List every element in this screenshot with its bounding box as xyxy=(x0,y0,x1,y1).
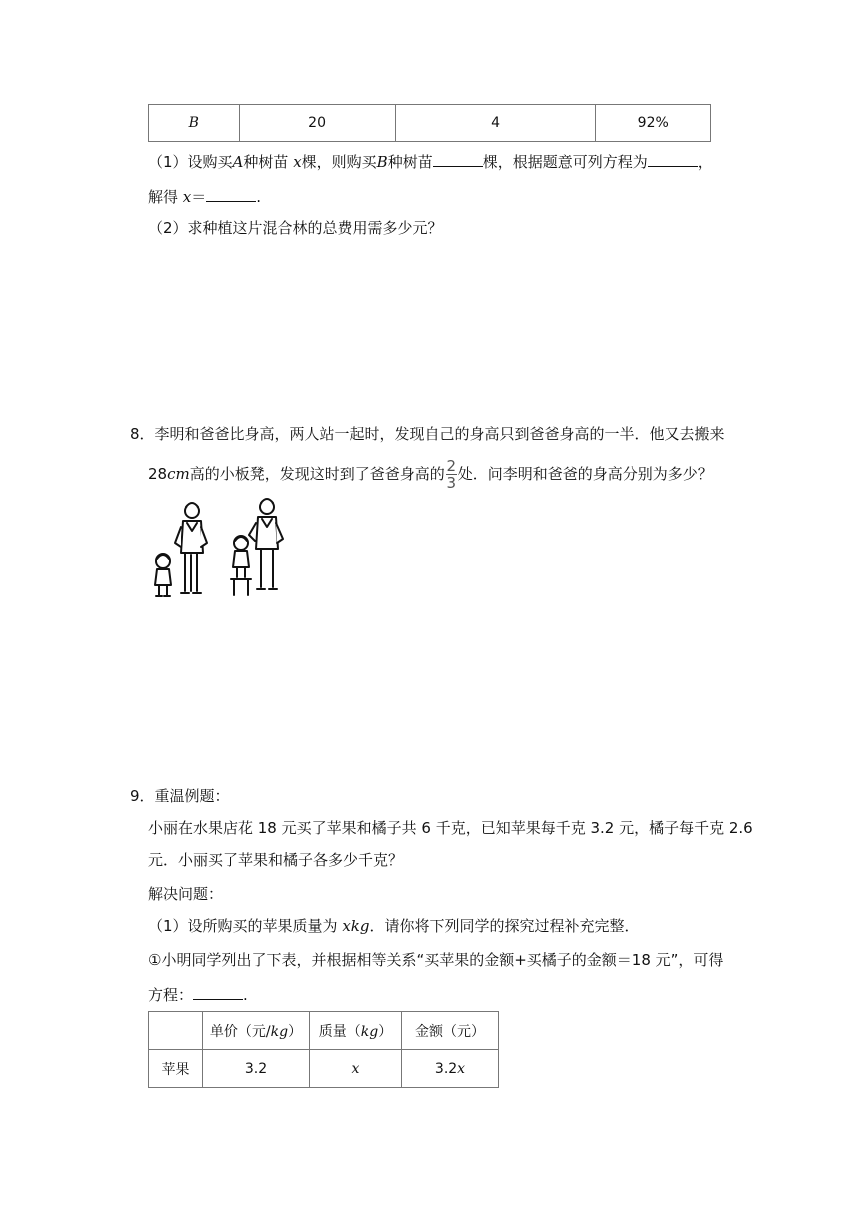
apple-table xyxy=(148,1011,499,1088)
table-cell: 92% xyxy=(596,105,711,142)
q9-problem-line2: 元．小丽买了苹果和橘子各多少千克？ xyxy=(148,851,404,869)
table-row xyxy=(149,1050,499,1088)
table-row xyxy=(149,105,711,142)
table-header-mass: 质量（kg） xyxy=(310,1012,402,1050)
tree-table xyxy=(148,104,711,142)
son-figure-left xyxy=(155,554,171,596)
q8-line2: 28cm高的小板凳，发现这时到了爸爸身高的 $\frac{2}{3}$ 处．问李明和爸爸的身高分别为多少？ xyxy=(148,457,713,492)
q8-line1: 8．李明和爸爸比身高，两人站一起时，发现自己的身高只到爸爸身高的一半．他又去搬来 xyxy=(130,425,725,443)
table-cell: 3.2x xyxy=(402,1050,499,1088)
table-cell: B xyxy=(149,105,240,142)
answer-blank[interactable] xyxy=(433,151,483,167)
table-cell: 3.2 xyxy=(203,1050,310,1088)
son-on-stool-figure-right xyxy=(231,536,251,595)
q7-part1-line1: （1）设购买A种树苗 x棵，则购买B种树苗 棵，根据题意可列方程为 ， xyxy=(148,153,713,171)
q9-xiaoming-line: ①小明同学列出了下表，并根据相等关系“买苹果的金额+买橘子的金额＝18 元”，可得 xyxy=(148,951,724,969)
answer-blank[interactable] xyxy=(193,984,243,1000)
table-cell xyxy=(149,1012,203,1050)
father-figure-right xyxy=(249,499,283,589)
table-cell: 20 xyxy=(239,105,395,142)
q9-part1-intro: （1）设所购买的苹果质量为 xkg．请你将下列同学的探究过程补充完整． xyxy=(148,917,640,935)
q7-part1-line2: 解得 x＝ . xyxy=(148,188,262,206)
answer-blank[interactable] xyxy=(648,151,698,167)
height-comparison-illustration xyxy=(145,495,295,603)
table-cell: x xyxy=(310,1050,402,1088)
q9-subtitle: 解决问题： xyxy=(148,885,224,903)
table-cell: 4 xyxy=(395,105,596,142)
father-figure-left xyxy=(175,503,207,593)
table-header-row xyxy=(149,1012,499,1050)
q9-title: 9．重温例题： xyxy=(130,787,230,805)
q9-equation-line: 方程： . xyxy=(148,986,248,1004)
q7-part2: （2）求种植这片混合林的总费用需多少元？ xyxy=(148,219,443,237)
answer-blank[interactable] xyxy=(206,186,256,202)
table-cell: 苹果 xyxy=(149,1050,203,1088)
table-header-price: 单价（元/kg） xyxy=(203,1012,310,1050)
table-header-amount: 金额（元） xyxy=(402,1012,499,1050)
fraction-two-thirds: $\frac{2}{3}$ xyxy=(446,457,456,492)
q9-problem-line1: 小丽在水果店花 18 元买了苹果和橘子共 6 千克，已知苹果每千克 3.2 元，橘子每千克 2.6 xyxy=(148,819,753,837)
